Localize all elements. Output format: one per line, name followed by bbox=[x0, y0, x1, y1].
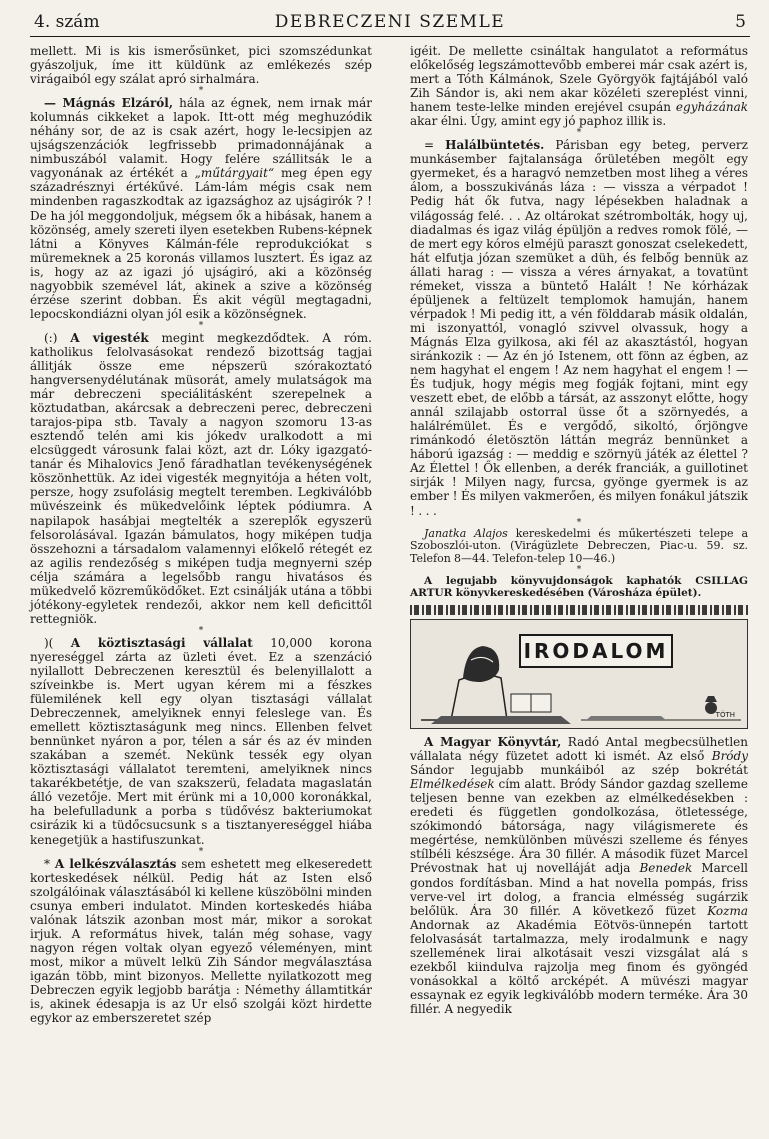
advertisement-text: kereskedelmi és műkertészeti telepe a Szoboszlói-uton. (Virágüzlete Debreczen, Piac-u. 59. sz. Telefon 8—44. Telefon-telep 10—46.) bbox=[410, 526, 748, 565]
article-italic: „műtárgyait“ bbox=[194, 166, 275, 181]
irodalom-banner bbox=[410, 619, 748, 729]
article-mark: = bbox=[424, 138, 446, 153]
separator-star: * bbox=[576, 565, 582, 576]
article-text: 10,000 korona nyereséggel zárta az üzleti évet. Ez a szenzáció nyilallott Debreczenen keresztül és belenyillalott a szíveinkbe is. Mert ugyan kérem mi a fészkes fülemilének kell egy olyan tisztasági vállalat Debreczennek, amelyiknek ennyi feleslege van. És emellett köztisztaságunk meg nincs. Ellenben felvet bennünket nyáron a por, télen a sár és az év minden szakában a szemét. Nekünk tessék egy olyan köztisztasági vállalatot teremteni, amelyiknek nincs takarékbetétje, de van szakszerü, feladata magaslatán álló vezetője. Mert mit érünk mi a 10,000 koronákkal, ha belefulladunk a porba s tüdővész bakteriumokat csirázik ki a tüdőcsucsunk s a tisztanyereséggel hiába kenegetjük a hastifuszunkat. bbox=[30, 635, 372, 847]
article-lelkeszvalasztas bbox=[30, 857, 372, 1026]
separator-star: * bbox=[198, 625, 204, 636]
article-magnas-elza bbox=[30, 96, 372, 321]
article-text: meg épen egy századrésznyi értékűvé. Lám-lám mégis csak nem mindenben ragaszkodtak az igazsághoz az ujságirók ? ! De ha jól meggondoljuk, mégsem ők a hibásak, hanem a közönség, amely szereti ilyen esetekben Rubens-képnek látni a Könyves Kálmán-féle reprodukciókat s müremeknek a 25 koronás villamos lusztert. És igaz az is, hogy az az igazi jó ujságiró, aki a közönség nagyobbik szemével lát, akinek a szive a közönség érzése szerint dobban. És akit végül megtagadni, lepocskondiázni olyan jól esik a közönségnek. bbox=[30, 166, 372, 321]
article-italic: Elmélkedések bbox=[410, 777, 495, 792]
separator-star: * bbox=[198, 846, 204, 857]
article-text: cím alatt. Bródy Sándor gazdag szelleme teljesen benne van ezekben az elmélkedésekben : eredeti és független gondolkozása, ötletessége, szókimondó bátorsága, nagy világismerete és megértése, nemkülönben müvészi szelleme és fényes stílbéli készsége. Ára 30 fillér. A második füzet Marcel Prévostnak hat uj novelláját adja bbox=[410, 777, 748, 876]
banner-title: IRODALOM bbox=[519, 634, 673, 668]
article-italic: Kozma bbox=[707, 903, 748, 918]
article-heading: Halálbüntetés. bbox=[445, 138, 545, 153]
article-text: hála az égnek, nem irnak már kolumnás cikkeket a lapok. Itt-ott még meghuzódik néhány sor, de az is csak azért, hogy le-lecsipjen az ujságszenzációk legfrissebb primadonnájának a nimbuszából valamit. Hogy felére szállitsák le a vagyonának az értékét a bbox=[30, 96, 372, 181]
article-text: akar élni. Úgy, amint egy jó paphoz illik is. bbox=[410, 114, 667, 129]
page-header bbox=[30, 8, 750, 37]
article-mark: )( bbox=[44, 635, 71, 650]
illustrator-signature: TÓTH bbox=[715, 711, 735, 719]
article-vigestek bbox=[30, 331, 372, 626]
article-heading: A lelkészválasztás bbox=[54, 856, 177, 871]
article-text: Párisban egy beteg, perverz munkásember fajtalansága őrületében megölt egy gyermeket, és a haragvó nemzetben most liheg a véres álom, a bosszukivánás láza : — vissza a vérpadot ! Pedig hát ők futva, nagy lépésekben haladnak a világosság felé. . . Az oltárokat szétrombolták, hogy uj, diadalmas és igaz világ épüljön a redves romok fölé, — de mert egy kóros elméjü paraszt gonoszat cselekedett, hát elfutja józan szemüket a düh, és felbőg bennük az állati harag : — vissza a véres árnyakat, a tovatünt rémeket, vissza a büntető Halált ! Ne kórházak épüljenek a feltüzelt templomok hamuján, hanem vérpadok ! Mi pedig itt, a vén földdarab másik oldalán, mi iszonyattól, vonagló szivvel olvassuk, hogy a Mágnás Elza gyilkosa, aki fél az akasztástól, hogyan siránkozik : — Az én jó Istenem, ott fönn az égben, az nem hagyhat el engem ! Az nem hagyhat el engem ! — És tudjuk, hogy mégis meg fogják fojtani, mint egy veszett ebet, de előbb a társát, az asszonyt előtte, hogy annál szilajabb ostorral üsse őt a szörnyedés, a halálrémület. És e vergődő, sikoltó, őrjöngve rimánkodó életösztön láttán megráz bennünket a háború igazság : — meddig e szörnyü játék az élettel ? Az Élettel ! Ők ellenben, a derék franciák, a guillotinet sirják ! Milyen nagy, furcsa, gyönge gyermek is az ember ! És milyen vakmerően, és milyen fonákul játszik ! . . . bbox=[410, 138, 748, 518]
separator-star: * bbox=[198, 320, 204, 331]
separator-star: * bbox=[198, 86, 204, 97]
right-column bbox=[410, 44, 748, 1016]
article-italic: Bródy bbox=[711, 749, 748, 764]
advertisement-csillag: A legujabb könyvujdonságok kaphatók CSILLAG ARTUR könyvkereskedésében (Városháza épület). bbox=[410, 575, 748, 600]
page-number: 5 bbox=[735, 12, 746, 32]
article-mark: (:) bbox=[44, 330, 71, 345]
article-heading: A vigesték bbox=[70, 330, 149, 345]
article-text: megint megkezdődtek. A róm. katholikus felolvasásokat rendező bizottság tagjai állitják össze eme népszerü szórakoztató hangversenydélutának müsorát, amely mulatságok ma már debreczeni speciálitásként szerepelnek a köztudatban, akárcsak a debreczeni perec, debreczeni tarajos-pipa stb. Tavaly a nagyon szomoru 13-as esztendő telén ami kis jókedv uralkodott a mi elcsüggedt városunk falai közt, azt dr. Lóky igazgató-tanár és Mihalovics Jenő fáradhatlan tevékenységének köszönhettük. Az idei vigesték megnyitója a héten volt, persze, hogy zsufolásig megtelt teremben. Legkiválóbb müvészeink és mükedvelőink léptek pódiumra. A napilapok hasábjai megtelték a szereplők egyszerü felsorolásával. Igazán bámulatos, hogy miképen tudja összehozni a társadalom valamennyi előkelő rétegét ez az agilis rendezőség s miképen tudja megnyerni szép célja számára a legelsőbb rangu hivatásos és mükedvelő közreműködőket. Ezt csinálják utána a többi jótékony-egyletek rendezői, akkor nem kell deficittől rettegniök. bbox=[30, 330, 372, 626]
separator-star: * bbox=[576, 517, 582, 528]
separator-star: * bbox=[576, 128, 582, 139]
article-continuation bbox=[410, 44, 748, 128]
article-italic: Benedek bbox=[639, 861, 693, 876]
article-heading: A köztisztasági vállalat bbox=[70, 635, 253, 650]
left-column bbox=[30, 44, 372, 1025]
article-italic: egyházának bbox=[675, 100, 748, 115]
article-heading: — Mágnás Elzáról, bbox=[44, 96, 174, 111]
article-mark: * bbox=[44, 856, 55, 871]
article-text: Andornak az Akadémia Eötvös-ünnepén tartott felolvasását tartalmazza, mely irodalmunk e nagy szellemének lirai alkotásait veszi vizsgálat alá s ezekből kiindulva rajzolja meg finom és gyöngéd vonásokkal a költő arcképét. A müvészi magyar essaynak ez egyik legkiválóbb modern terméke. Ára 30 fillér. A negyedik bbox=[410, 917, 748, 1016]
article-heading: A Magyar Könyvtár, bbox=[424, 735, 562, 750]
article-halalbuntetes bbox=[410, 138, 748, 517]
article-text: sem eshetett meg elkeseredett korteskedések nélkül. Pedig hát az Isten első szolgálóinak választásából ki kellene küszöbölni minden csunya emberi indulatot. Minden korteskedés hiába valónak látszik azonban most már, mikor a sorokat irjuk. A református hivek, talán még sohase, vagy nagyon régen voltak olyan egyező véleményen, mint most, mikor a müvelt lelkü Zih Sándor megválasztása igazán több, mint bizonyos. Mellette nyilatkozott meg Debreczen egyik legjobb barátja : Némethy államtitkár is, akinek édesapja is az Ur első szolgái közt hirdette egykor az emberszeretet szép bbox=[30, 856, 373, 1026]
article-koztisztasag bbox=[30, 636, 372, 847]
issue-number: 4. szám bbox=[34, 12, 100, 32]
article-text: Radó Antal megbecsülhetlen vállalata négy füzetet adott ki ismét. Az első bbox=[410, 735, 749, 764]
advertisement-janatka bbox=[410, 528, 748, 566]
decorative-border bbox=[410, 605, 748, 615]
article-magyar-konyvtar bbox=[410, 735, 748, 1016]
journal-title: DEBRECZENI SZEMLE bbox=[274, 12, 506, 32]
article-text: igéit. De mellette csináltak hangulatot a református előkelőség legszámottevőbb emberei már csak azért is, mert a Tóth Kálmánok, Szele Györgyök fajtájából való Zih Sándor is, aki nem akar közéleti szereplést vinni, hanem teste-lelke minden erejével csupán bbox=[410, 44, 748, 115]
article-text: Sándor legujabb munkáiból az szép bokrétát bbox=[410, 763, 748, 778]
article-continuation: mellett. Mi is kis ismerősünket, pici szomszédunkat gyászoljuk, íme itt küldünk az emlékezés szép virágaiból egy szálat apró sirhalmára. bbox=[30, 44, 372, 87]
advertiser-name: Janatka Alajos bbox=[424, 526, 508, 540]
article-text: Marcell gondos fordításban. Mind a hat novella pompás, friss verve-vel irt dolog, a francia elmésség sugárzik belőlük. Ára 30 fillér. A következő füzet bbox=[410, 861, 748, 918]
